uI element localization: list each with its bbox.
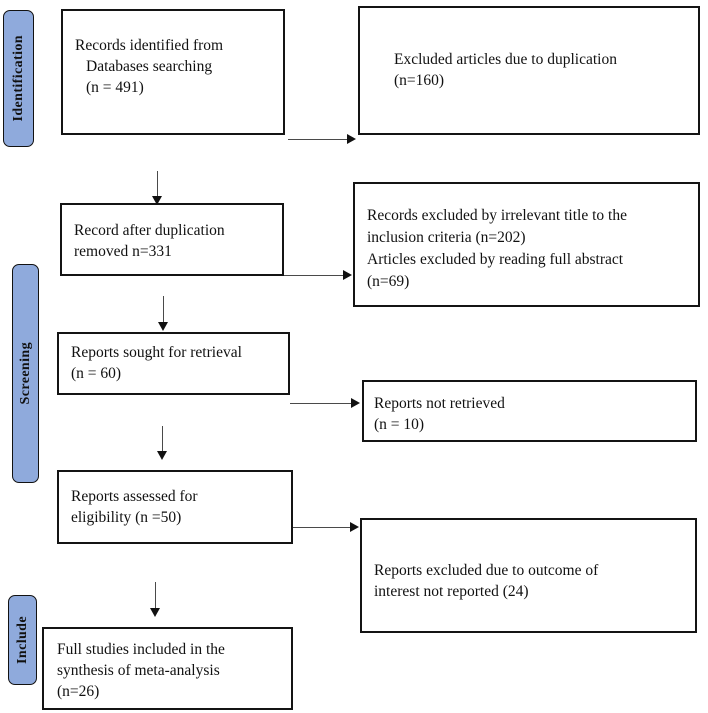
stage-label-identification-text: Identification	[10, 35, 26, 122]
arrowhead-right-icon	[347, 134, 356, 144]
box-reports-assessed	[57, 470, 293, 544]
arrowhead-right-icon	[343, 270, 352, 280]
box-text-line: Records identified from	[75, 37, 224, 54]
box-text-line: (n = 491)	[86, 79, 144, 96]
arrow-assessed-to-excluded-outcome	[293, 527, 350, 528]
box-excluded-duplication	[358, 6, 700, 135]
box-text-line: Databases searching	[86, 58, 213, 75]
box-full-studies-included	[42, 627, 293, 710]
box-text-line: (n=160)	[394, 72, 445, 89]
box-text-line: eligibility (n =50)	[71, 509, 182, 526]
box-text-line: (n=69)	[367, 273, 410, 290]
box-text-line: interest not reported (24)	[374, 583, 529, 600]
box-text-line: Reports assessed for	[71, 488, 198, 505]
box-reports-sought	[57, 332, 290, 395]
arrow-sought-to-not-retrieved	[290, 403, 351, 404]
stage-label-identification	[3, 10, 34, 147]
box-text-line: Articles excluded by reading full abstract	[367, 251, 624, 268]
stage-label-screening-text: Screening	[17, 342, 33, 405]
arrowhead-right-icon	[351, 398, 360, 408]
box-text-line: Reports excluded due to outcome of	[374, 562, 599, 579]
box-text-line: (n=26)	[57, 683, 100, 700]
arrow-after-duplication-to-records-excluded	[284, 275, 343, 276]
box-text-line: (n = 10)	[374, 416, 425, 433]
arrow-identified-to-after-duplication	[157, 171, 158, 196]
box-records-excluded-title-abstract	[353, 182, 700, 307]
box-text-line: Excluded articles due to duplication	[394, 51, 617, 68]
box-reports-excluded-outcome	[360, 518, 697, 633]
box-text-line: removed n=331	[74, 243, 172, 260]
box-text-line: Reports not retrieved	[374, 395, 505, 412]
box-text-line: Full studies included in the	[57, 641, 225, 658]
box-text-line: inclusion criteria (n=202)	[367, 229, 526, 246]
arrow-identified-to-excluded-duplication	[288, 139, 347, 140]
box-text-line: Record after duplication	[74, 222, 225, 239]
box-text-line: synthesis of meta-analysis	[57, 662, 220, 679]
box-reports-not-retrieved	[362, 380, 697, 442]
box-text-line: (n = 60)	[71, 365, 122, 382]
arrowhead-down-icon	[152, 196, 162, 205]
stage-label-include-text: Include	[14, 616, 30, 664]
arrow-sought-to-assessed	[162, 426, 163, 451]
box-text-line: Records excluded by irrelevant title to the	[367, 207, 627, 224]
box-records-identified	[61, 9, 285, 135]
arrowhead-down-icon	[158, 322, 168, 331]
stage-label-screening	[12, 264, 39, 483]
arrowhead-down-icon	[150, 608, 160, 617]
arrowhead-down-icon	[157, 451, 167, 460]
box-text-line: Reports sought for retrieval	[71, 344, 242, 361]
stage-label-include	[8, 595, 37, 685]
arrow-assessed-to-included	[155, 582, 156, 608]
box-after-duplication-removed	[60, 203, 284, 276]
arrow-after-duplication-to-sought	[163, 296, 164, 322]
arrowhead-right-icon	[350, 522, 359, 532]
